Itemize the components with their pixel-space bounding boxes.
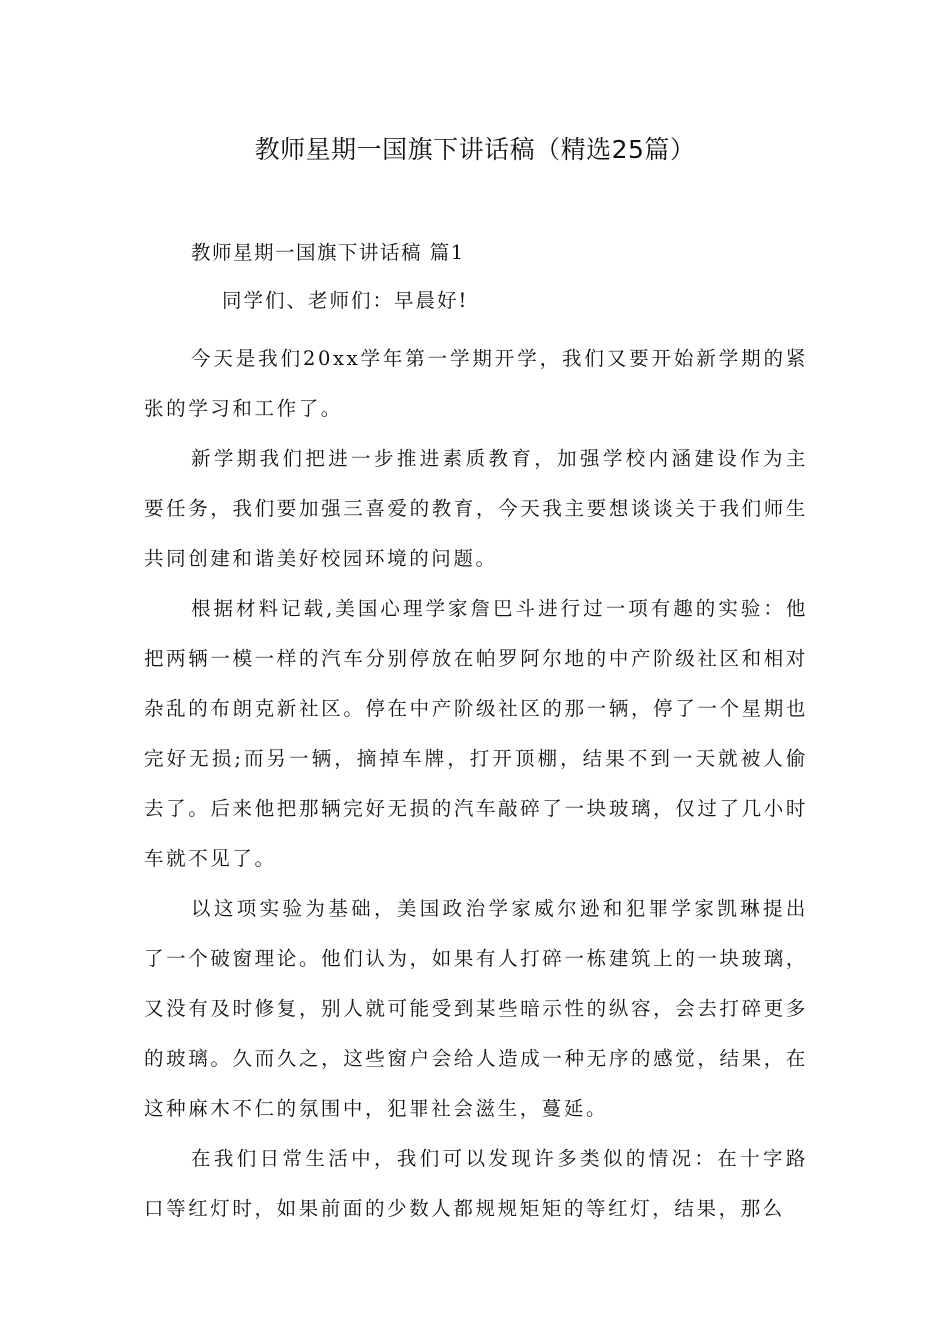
paragraph: 以这项实验为基础，美国政治学家威尔逊和犯罪学家凯琳提出了一个破窗理论。他们认为，如果有人打碎一栋建筑上的一块玻璃，又没有及时修复，别人就可能受到某些暗示性的纵容，会去打碎更多的玻璃。久而久之，这些窗户会给人造成一种无序的感觉，结果，在这种麻木不仁的氛围中，犯罪社会滋生，蔓延。 — [144, 897, 808, 1120]
body-text — [144, 334, 808, 1234]
paragraph: 在我们日常生活中，我们可以发现许多类似的情况：在十字路口等红灯时，如果前面的少数人都规规矩矩的等红灯，结果，那么 — [144, 1147, 808, 1220]
paragraph: 新学期我们把进一步推进素质教育，加强学校内涵建设作为主要任务，我们要加强三喜爱的教育，今天我主要想谈谈关于我们师生共同创建和谐美好校园环境的问题。 — [144, 447, 808, 570]
paragraph: 根据材料记载,美国心理学家詹巴斗进行过一项有趣的实验：他把两辆一模一样的汽车分别停放在帕罗阿尔地的中产阶级社区和相对杂乱的布朗克新社区。停在中产阶级社区的那一辆，停了一个星期也完好无损;而另一辆，摘掉车牌，打开顶棚，结果不到一天就被人偷去了。后来他把那辆完好无损的汽车敲碎了一块玻璃，仅过了几小时车就不见了。 — [144, 597, 808, 870]
document-title: 教师星期一国旗下讲话稿（精选25篇） — [254, 135, 696, 164]
greeting-line: 同学们、老师们：早晨好! — [222, 289, 469, 312]
paragraph: 今天是我们20xx学年第一学期开学，我们又要开始新学期的紧张的学习和工作了。 — [144, 347, 808, 420]
section-heading: 教师星期一国旗下讲话稿 篇1 — [191, 241, 465, 264]
